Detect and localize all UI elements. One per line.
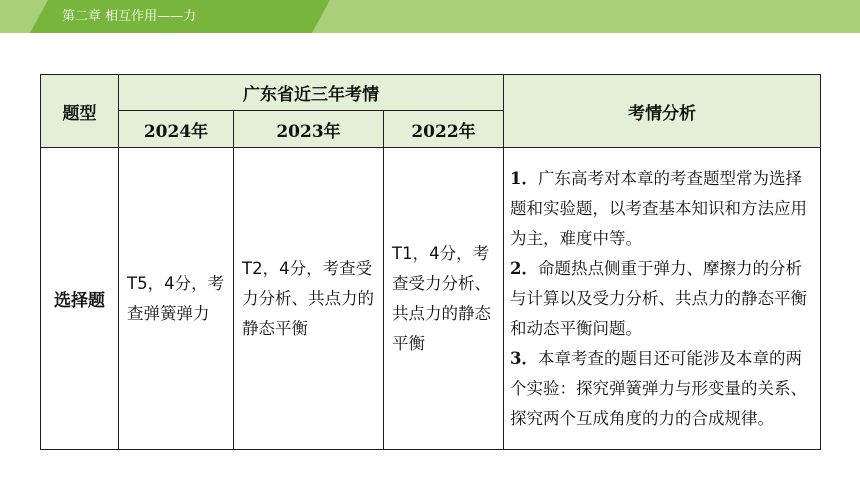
table-row (41, 148, 821, 450)
column-header-year-2022: 2022年 (384, 111, 504, 148)
top-banner (0, 0, 860, 33)
column-header-group: 广东省近三年考情 (119, 75, 504, 111)
analysis-point: 3．本章考查的题目还可能涉及本章的两个实验：探究弹簧弹力与形变量的关系、探究两个互成角度的力的合成规律。 (510, 348, 808, 428)
year-2024-cell: T5，4分，考查弹簧弹力 (119, 148, 234, 450)
analysis-cell (504, 148, 821, 450)
year-2023-cell: T2，4分，考查受力分析、共点力的静态平衡 (234, 148, 384, 450)
question-type-cell: 选择题 (41, 148, 119, 450)
column-header-analysis: 考情分析 (504, 75, 821, 148)
column-header-type: 题型 (41, 75, 119, 148)
year-2022-cell: T1，4分，考查受力分析、共点力的静态平衡 (384, 148, 504, 450)
exam-analysis-table (40, 74, 821, 450)
column-header-year-2023: 2023年 (234, 111, 384, 148)
table-header-row (41, 75, 821, 111)
chapter-title: 第二章 相互作用——力 (62, 9, 197, 24)
analysis-point: 2．命题热点侧重于弹力、摩擦力的分析与计算以及受力分析、共点力的静态平衡和动态平衡问题。 (510, 258, 808, 338)
column-header-year-2024: 2024年 (119, 111, 234, 148)
analysis-point: 1．广东高考对本章的考查题型常为选择题和实验题，以考查基本知识和方法应用为主，难度中等。 (510, 168, 808, 248)
